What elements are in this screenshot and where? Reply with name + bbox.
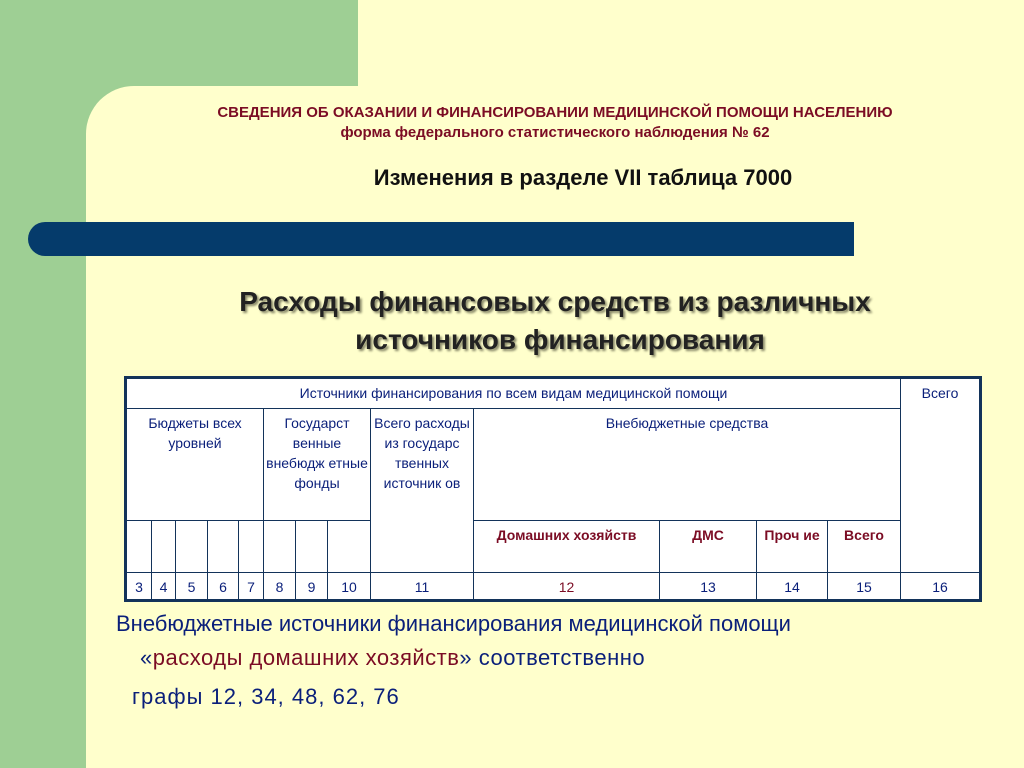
note-highlight: расходы домашних хозяйств	[152, 645, 460, 670]
col-number: 7	[239, 573, 264, 599]
col-number: 9	[296, 573, 328, 599]
note-line1: Внебюджетные источники финансирования медицинской помощи	[116, 611, 791, 636]
col-number: 12	[474, 573, 660, 599]
form-title: СВЕДЕНИЯ ОБ ОКАЗАНИИ И ФИНАНСИРОВАНИИ МЕДИЦИНСКОЙ ПОМОЩИ НАСЕЛЕНИЮ	[217, 104, 893, 121]
financing-table	[124, 376, 982, 602]
col-number: 15	[828, 573, 901, 599]
blank-cell	[152, 521, 176, 573]
background-top-right	[358, 0, 1024, 88]
heading-line2: источников финансирования	[355, 324, 765, 355]
header-dms: ДМС	[660, 521, 757, 573]
col-number: 16	[932, 579, 948, 595]
blank-cell	[239, 521, 264, 573]
section-title: Изменения в разделе VII таблица 7000	[373, 165, 793, 190]
col-number: 14	[757, 573, 828, 599]
blank-cell	[208, 521, 239, 573]
header-budgets: Бюджеты всех уровней	[127, 409, 264, 521]
col-number: 4	[152, 573, 176, 599]
col-number: 6	[208, 573, 239, 599]
form-subtitle: форма федерального статистического наблюдения № 62	[340, 124, 770, 141]
header-total: Всего	[901, 379, 979, 573]
note-line2	[140, 645, 645, 671]
quote-open: «	[140, 645, 153, 670]
header-sources: Источники финансирования по всем видам медицинской помощи	[127, 379, 901, 409]
decorative-bar	[28, 222, 854, 256]
header-extrabudget: Внебюджетные средства	[474, 409, 901, 521]
blank-cell	[328, 521, 371, 573]
col-number: 13	[660, 573, 757, 599]
blank-cell	[264, 521, 296, 573]
header-extra-total: Всего	[828, 521, 901, 573]
quote-close: » соответственно	[459, 645, 646, 670]
col-number: 3	[127, 573, 152, 599]
blank-cell	[296, 521, 328, 573]
header-households: Домашних хозяйств	[474, 521, 660, 573]
header-state-funds: Государст венные внебюдж етные фонды	[264, 409, 371, 521]
col-number: 5	[176, 573, 208, 599]
blank-cell	[176, 521, 208, 573]
slide-heading	[86, 283, 1024, 359]
col-number: 8	[264, 573, 296, 599]
col-number: 10	[328, 573, 371, 599]
blank-cell	[127, 521, 152, 573]
header-total-state: Всего расходы из государс твенных источник ов	[371, 409, 474, 573]
col-number: 11	[371, 573, 474, 599]
header-other: Проч ие	[757, 521, 828, 573]
heading-line1: Расходы финансовых средств из различных	[239, 286, 871, 317]
note-line3: графы 12, 34, 48, 62, 76	[132, 684, 400, 709]
